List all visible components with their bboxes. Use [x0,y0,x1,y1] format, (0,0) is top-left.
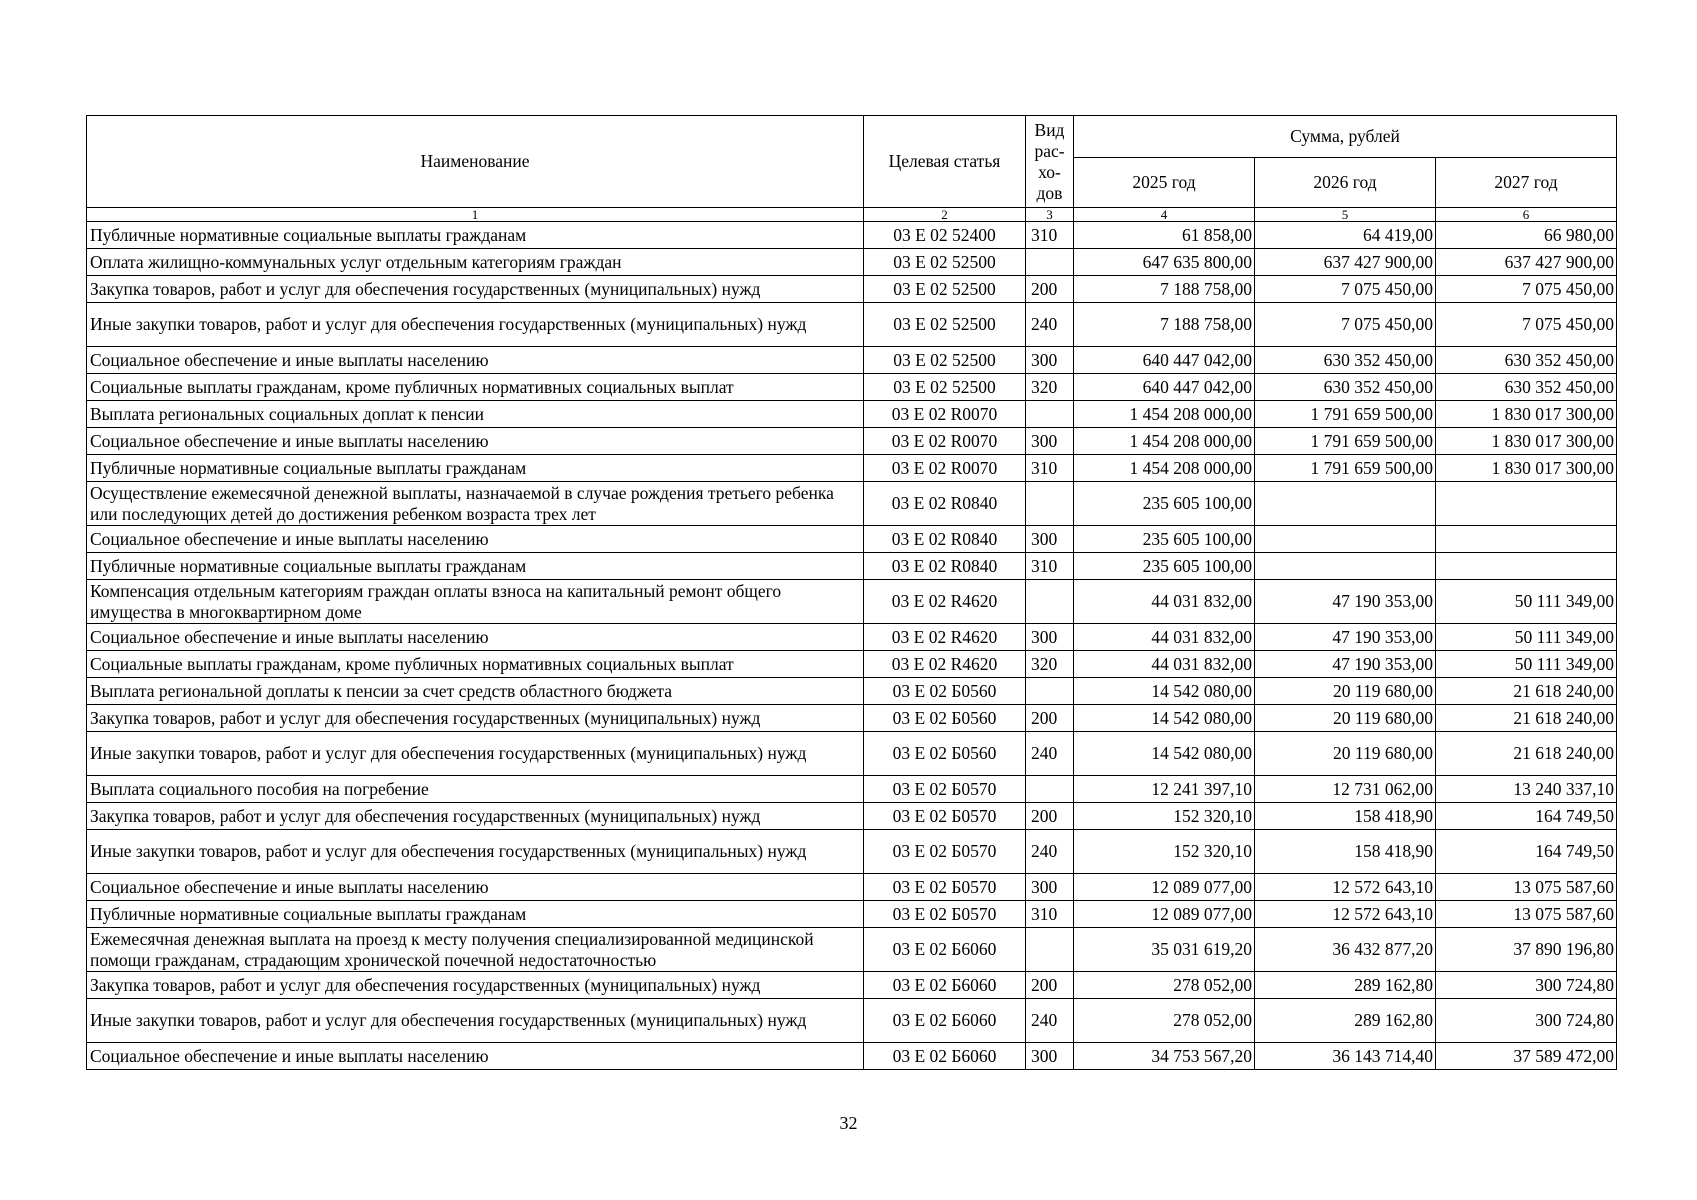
row-amount-2027: 50 111 349,00 [1436,651,1617,678]
table-row [87,482,1617,526]
row-name: Иные закупки товаров, работ и услуг для обеспечения государственных (муниципальных) нужд [87,999,864,1043]
column-number: 2 [864,208,1026,222]
row-expense-type: 240 [1026,732,1074,776]
row-expense-type: 200 [1026,705,1074,732]
row-amount-2026 [1255,482,1436,526]
row-target-article: 03 Е 02 52500 [864,276,1026,303]
table-row [87,732,1617,776]
row-amount-2025: 12 241 397,10 [1074,776,1255,803]
row-name: Ежемесячная денежная выплата на проезд к месту получения специализированной медицинской помощи гражданам, страдающим хронической почечной недостаточностью [87,928,864,972]
row-amount-2026: 36 143 714,40 [1255,1043,1436,1070]
row-amount-2026: 289 162,80 [1255,972,1436,999]
row-amount-2027: 630 352 450,00 [1436,374,1617,401]
row-amount-2025: 35 031 619,20 [1074,928,1255,972]
row-amount-2027: 66 980,00 [1436,222,1617,249]
row-expense-type [1026,580,1074,624]
table-body [87,222,1617,1070]
row-amount-2027: 1 830 017 300,00 [1436,455,1617,482]
row-amount-2026: 12 572 643,10 [1255,874,1436,901]
row-amount-2025: 278 052,00 [1074,999,1255,1043]
row-expense-type: 200 [1026,972,1074,999]
table-row [87,972,1617,999]
row-amount-2025: 14 542 080,00 [1074,732,1255,776]
header-name: Наименование [87,116,864,208]
row-amount-2027 [1436,482,1617,526]
row-amount-2027: 50 111 349,00 [1436,580,1617,624]
row-target-article: 03 Е 02 Б0570 [864,803,1026,830]
table-row [87,901,1617,928]
row-amount-2025: 12 089 077,00 [1074,901,1255,928]
row-expense-type [1026,401,1074,428]
row-amount-2027: 1 830 017 300,00 [1436,428,1617,455]
row-expense-type [1026,482,1074,526]
row-name: Социальное обеспечение и иные выплаты населению [87,1043,864,1070]
row-target-article: 03 Е 02 R0840 [864,553,1026,580]
table-row [87,678,1617,705]
row-amount-2025: 640 447 042,00 [1074,374,1255,401]
row-amount-2027: 13 075 587,60 [1436,901,1617,928]
table-row [87,428,1617,455]
row-amount-2027: 1 830 017 300,00 [1436,401,1617,428]
row-name: Компенсация отдельным категориям граждан оплаты взноса на капитальный ремонт общего имущества в многоквартирном доме [87,580,864,624]
row-name: Публичные нормативные социальные выплаты гражданам [87,553,864,580]
row-amount-2026: 47 190 353,00 [1255,580,1436,624]
header-year-2027: 2027 год [1436,158,1617,208]
row-amount-2026: 1 791 659 500,00 [1255,455,1436,482]
row-expense-type: 300 [1026,874,1074,901]
row-name: Публичные нормативные социальные выплаты гражданам [87,455,864,482]
row-target-article: 03 Е 02 Б0570 [864,830,1026,874]
row-amount-2027: 21 618 240,00 [1436,678,1617,705]
row-expense-type: 300 [1026,526,1074,553]
row-amount-2025: 152 320,10 [1074,803,1255,830]
row-name: Выплата региональных социальных доплат к пенсии [87,401,864,428]
header-year-2025: 2025 год [1074,158,1255,208]
row-amount-2026: 20 119 680,00 [1255,705,1436,732]
row-name: Публичные нормативные социальные выплаты гражданам [87,901,864,928]
row-expense-type: 240 [1026,999,1074,1043]
row-amount-2026: 7 075 450,00 [1255,303,1436,347]
row-target-article: 03 Е 02 R0840 [864,526,1026,553]
row-name: Иные закупки товаров, работ и услуг для обеспечения государственных (муниципальных) нужд [87,303,864,347]
row-name: Социальное обеспечение и иные выплаты населению [87,624,864,651]
row-target-article: 03 Е 02 Б6060 [864,972,1026,999]
row-name: Закупка товаров, работ и услуг для обеспечения государственных (муниципальных) нужд [87,276,864,303]
row-amount-2027: 300 724,80 [1436,972,1617,999]
row-amount-2026: 630 352 450,00 [1255,374,1436,401]
table-row [87,222,1617,249]
row-target-article: 03 Е 02 Б0560 [864,732,1026,776]
table-row [87,303,1617,347]
row-target-article: 03 Е 02 Б6060 [864,1043,1026,1070]
column-number-row [87,208,1617,222]
row-name: Выплата региональной доплаты к пенсии за счет средств областного бюджета [87,678,864,705]
row-target-article: 03 Е 02 52500 [864,249,1026,276]
row-name: Публичные нормативные социальные выплаты гражданам [87,222,864,249]
row-name: Социальное обеспечение и иные выплаты населению [87,347,864,374]
row-name: Закупка товаров, работ и услуг для обеспечения государственных (муниципальных) нужд [87,705,864,732]
row-amount-2026: 36 432 877,20 [1255,928,1436,972]
row-expense-type [1026,678,1074,705]
table-row [87,705,1617,732]
table-row [87,928,1617,972]
row-expense-type: 320 [1026,374,1074,401]
row-target-article: 03 Е 02 52500 [864,374,1026,401]
table-row [87,249,1617,276]
row-amount-2027: 50 111 349,00 [1436,624,1617,651]
row-amount-2025: 235 605 100,00 [1074,482,1255,526]
row-target-article: 03 Е 02 Б0570 [864,874,1026,901]
row-target-article: 03 Е 02 R0840 [864,482,1026,526]
column-number: 5 [1255,208,1436,222]
row-amount-2025: 7 188 758,00 [1074,303,1255,347]
column-number: 6 [1436,208,1617,222]
row-target-article: 03 Е 02 R0070 [864,455,1026,482]
row-amount-2027: 164 749,50 [1436,830,1617,874]
table-row [87,526,1617,553]
row-amount-2025: 34 753 567,20 [1074,1043,1255,1070]
row-expense-type: 300 [1026,1043,1074,1070]
table-row [87,455,1617,482]
row-target-article: 03 Е 02 R0070 [864,428,1026,455]
header-year-2026: 2026 год [1255,158,1436,208]
row-amount-2026: 630 352 450,00 [1255,347,1436,374]
row-amount-2026: 158 418,90 [1255,803,1436,830]
row-amount-2026: 20 119 680,00 [1255,732,1436,776]
row-name: Социальное обеспечение и иные выплаты населению [87,874,864,901]
row-amount-2026: 158 418,90 [1255,830,1436,874]
row-expense-type: 240 [1026,303,1074,347]
row-target-article: 03 Е 02 52400 [864,222,1026,249]
row-amount-2027 [1436,553,1617,580]
row-amount-2026: 289 162,80 [1255,999,1436,1043]
row-name: Социальные выплаты гражданам, кроме публичных нормативных социальных выплат [87,651,864,678]
column-number: 4 [1074,208,1255,222]
row-amount-2027: 630 352 450,00 [1436,347,1617,374]
budget-table-sheet [86,115,1616,1070]
row-name: Закупка товаров, работ и услуг для обеспечения государственных (муниципальных) нужд [87,803,864,830]
column-number: 1 [87,208,864,222]
row-target-article: 03 Е 02 R4620 [864,651,1026,678]
row-amount-2026: 64 419,00 [1255,222,1436,249]
row-target-article: 03 Е 02 Б0560 [864,678,1026,705]
header-sum: Сумма, рублей [1074,116,1617,158]
row-amount-2026 [1255,553,1436,580]
row-expense-type: 300 [1026,428,1074,455]
row-target-article: 03 Е 02 Б6060 [864,928,1026,972]
table-row [87,999,1617,1043]
row-amount-2027: 164 749,50 [1436,803,1617,830]
row-amount-2027 [1436,526,1617,553]
row-name: Выплата социального пособия на погребение [87,776,864,803]
table-row [87,874,1617,901]
row-amount-2025: 1 454 208 000,00 [1074,401,1255,428]
row-amount-2025: 278 052,00 [1074,972,1255,999]
table-row [87,776,1617,803]
table-row [87,580,1617,624]
row-amount-2025: 1 454 208 000,00 [1074,455,1255,482]
row-expense-type [1026,928,1074,972]
row-name: Социальное обеспечение и иные выплаты населению [87,428,864,455]
row-amount-2025: 14 542 080,00 [1074,678,1255,705]
table-row [87,1043,1617,1070]
budget-table [86,115,1617,1070]
row-amount-2025: 152 320,10 [1074,830,1255,874]
row-expense-type: 310 [1026,222,1074,249]
table-row [87,803,1617,830]
row-target-article: 03 Е 02 Б0560 [864,705,1026,732]
table-row [87,553,1617,580]
row-amount-2027: 37 890 196,80 [1436,928,1617,972]
row-expense-type: 300 [1026,347,1074,374]
row-amount-2027: 7 075 450,00 [1436,303,1617,347]
row-amount-2026: 1 791 659 500,00 [1255,401,1436,428]
header-target-article: Целевая статья [864,116,1026,208]
row-amount-2025: 44 031 832,00 [1074,580,1255,624]
row-expense-type: 310 [1026,901,1074,928]
row-amount-2025: 1 454 208 000,00 [1074,428,1255,455]
row-amount-2026: 1 791 659 500,00 [1255,428,1436,455]
table-row [87,830,1617,874]
row-amount-2025: 12 089 077,00 [1074,874,1255,901]
row-amount-2025: 44 031 832,00 [1074,651,1255,678]
row-target-article: 03 Е 02 R4620 [864,580,1026,624]
row-amount-2027: 13 075 587,60 [1436,874,1617,901]
row-amount-2025: 640 447 042,00 [1074,347,1255,374]
row-amount-2026 [1255,526,1436,553]
table-row [87,401,1617,428]
row-amount-2027: 21 618 240,00 [1436,705,1617,732]
row-amount-2027: 13 240 337,10 [1436,776,1617,803]
row-amount-2027: 637 427 900,00 [1436,249,1617,276]
row-amount-2026: 47 190 353,00 [1255,624,1436,651]
row-target-article: 03 Е 02 52500 [864,347,1026,374]
row-expense-type: 200 [1026,276,1074,303]
row-amount-2026: 47 190 353,00 [1255,651,1436,678]
row-amount-2027: 7 075 450,00 [1436,276,1617,303]
row-target-article: 03 Е 02 R0070 [864,401,1026,428]
row-amount-2025: 44 031 832,00 [1074,624,1255,651]
row-target-article: 03 Е 02 Б6060 [864,999,1026,1043]
row-name: Социальное обеспечение и иные выплаты населению [87,526,864,553]
row-name: Закупка товаров, работ и услуг для обеспечения государственных (муниципальных) нужд [87,972,864,999]
header-expense-type: Вид рас-хо-дов [1026,116,1074,208]
row-amount-2025: 647 635 800,00 [1074,249,1255,276]
row-amount-2026: 12 572 643,10 [1255,901,1436,928]
row-amount-2025: 235 605 100,00 [1074,526,1255,553]
row-amount-2026: 20 119 680,00 [1255,678,1436,705]
row-target-article: 03 Е 02 R4620 [864,624,1026,651]
row-expense-type [1026,776,1074,803]
row-expense-type: 310 [1026,455,1074,482]
row-expense-type: 240 [1026,830,1074,874]
row-amount-2027: 37 589 472,00 [1436,1043,1617,1070]
row-amount-2027: 21 618 240,00 [1436,732,1617,776]
row-name: Социальные выплаты гражданам, кроме публичных нормативных социальных выплат [87,374,864,401]
table-row [87,651,1617,678]
row-amount-2025: 7 188 758,00 [1074,276,1255,303]
row-amount-2025: 61 858,00 [1074,222,1255,249]
table-row [87,347,1617,374]
row-expense-type [1026,249,1074,276]
page-number: 32 [839,1113,858,1133]
table-row [87,276,1617,303]
row-expense-type: 320 [1026,651,1074,678]
column-number: 3 [1026,208,1074,222]
row-amount-2025: 14 542 080,00 [1074,705,1255,732]
row-expense-type: 300 [1026,624,1074,651]
table-row [87,374,1617,401]
row-amount-2025: 235 605 100,00 [1074,553,1255,580]
row-name: Оплата жилищно-коммунальных услуг отдельным категориям граждан [87,249,864,276]
row-amount-2027: 300 724,80 [1436,999,1617,1043]
row-target-article: 03 Е 02 Б0570 [864,901,1026,928]
row-target-article: 03 Е 02 Б0570 [864,776,1026,803]
table-row [87,624,1617,651]
row-name: Иные закупки товаров, работ и услуг для обеспечения государственных (муниципальных) нужд [87,732,864,776]
row-amount-2026: 12 731 062,00 [1255,776,1436,803]
row-target-article: 03 Е 02 52500 [864,303,1026,347]
row-name: Иные закупки товаров, работ и услуг для обеспечения государственных (муниципальных) нужд [87,830,864,874]
row-amount-2026: 637 427 900,00 [1255,249,1436,276]
row-amount-2026: 7 075 450,00 [1255,276,1436,303]
row-name: Осуществление ежемесячной денежной выплаты, назначаемой в случае рождения третьего ребенка или последующих детей до достижения ребенком возраста трех лет [87,482,864,526]
row-expense-type: 200 [1026,803,1074,830]
row-expense-type: 310 [1026,553,1074,580]
